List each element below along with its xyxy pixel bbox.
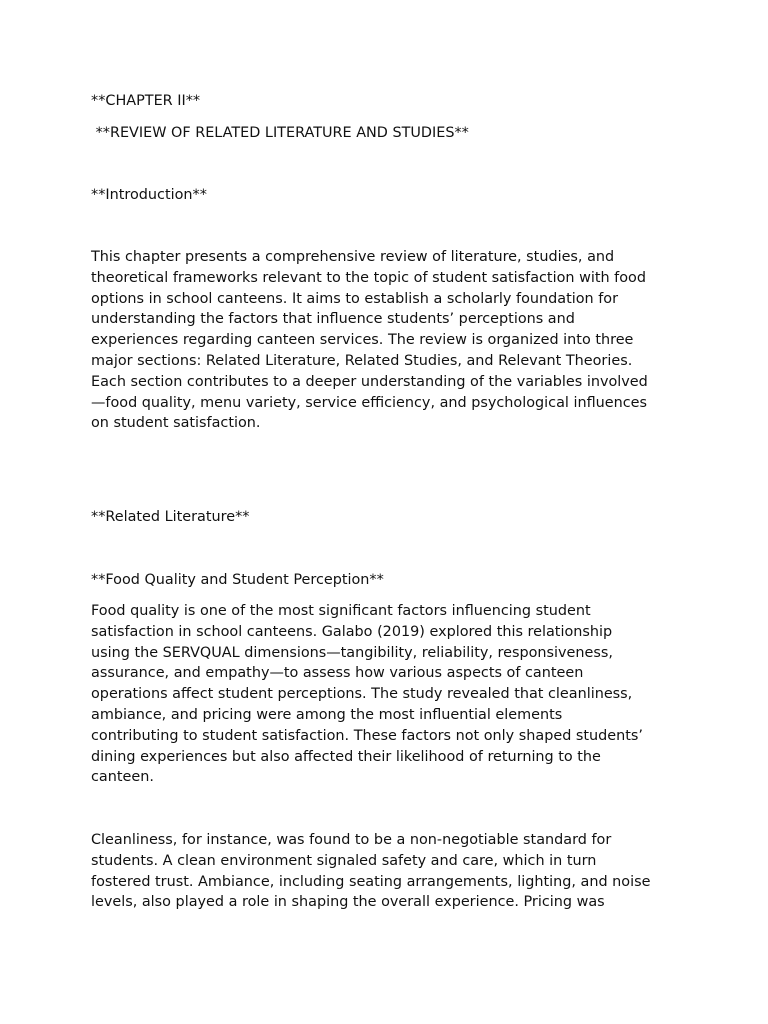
paragraph-line: operations affect student perceptions. The study revealed that cleanliness,	[91, 686, 633, 703]
paragraph-line: canteen.	[91, 769, 154, 786]
chapter-heading: **CHAPTER II**	[91, 93, 201, 109]
paragraph-line: Food quality is one of the most significant factors influencing student	[91, 603, 591, 619]
paragraph-line: options in school canteens. It aims to establish a scholarly foundation for	[91, 290, 619, 307]
paragraph-line: on student satisfaction.	[91, 415, 261, 432]
paragraph-line: theoretical frameworks relevant to the topic of student satisfaction with food	[91, 269, 646, 286]
related-literature-heading: **Related Literature**	[91, 509, 250, 525]
cleanliness-paragraph	[91, 830, 691, 913]
paragraph-line: fostered trust. Ambiance, including seating arrangements, lighting, and noise	[91, 873, 651, 890]
paragraph-line: major sections: Related Literature, Related Studies, and Relevant Theories.	[91, 352, 633, 369]
paragraph-line: This chapter presents a comprehensive review of literature, studies, and	[91, 249, 615, 265]
chapter-title: **REVIEW OF RELATED LITERATURE AND STUDIES**	[91, 125, 469, 141]
paragraph-line: levels, also played a role in shaping the overall experience. Pricing was	[91, 894, 605, 911]
paragraph-line: Each section contributes to a deeper understanding of the variables involved	[91, 373, 648, 390]
food-quality-paragraph	[91, 601, 691, 788]
introduction-heading: **Introduction**	[91, 187, 207, 203]
paragraph-line: experiences regarding canteen services. The review is organized into three	[91, 332, 634, 349]
paragraph-line: ambiance, and pricing were among the most influential elements	[91, 706, 563, 723]
paragraph-line: students. A clean environment signaled safety and care, which in turn	[91, 852, 597, 869]
paragraph-line: understanding the factors that influence students’ perceptions and	[91, 311, 575, 328]
food-quality-heading: **Food Quality and Student Perception**	[91, 572, 384, 588]
paragraph-line: Cleanliness, for instance, was found to be a non-negotiable standard for	[91, 832, 612, 848]
paragraph-line: contributing to student satisfaction. These factors not only shaped students’	[91, 727, 643, 744]
paragraph-line: dining experiences but also affected their likelihood of returning to the	[91, 748, 601, 765]
paragraph-line: assurance, and empathy—to assess how various aspects of canteen	[91, 665, 584, 682]
paragraph-line: satisfaction in school canteens. Galabo (2019) explored this relationship	[91, 623, 613, 640]
paragraph-line: using the SERVQUAL dimensions—tangibility, reliability, responsiveness,	[91, 644, 613, 661]
introduction-paragraph	[91, 247, 691, 434]
paragraph-line: —food quality, menu variety, service efficiency, and psychological influences	[91, 394, 648, 411]
